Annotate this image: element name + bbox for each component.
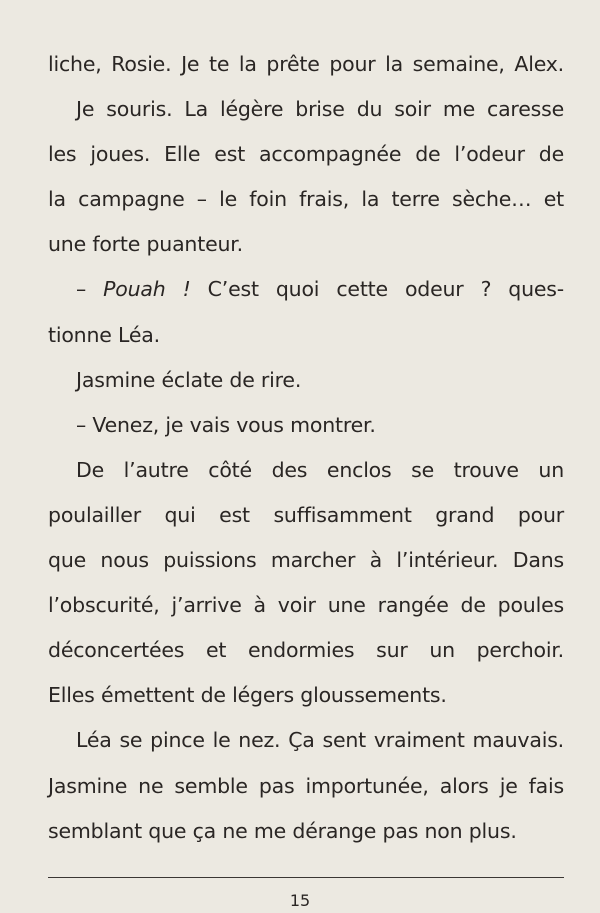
text-line: Elles émettent de légers gloussements. (48, 683, 447, 708)
text-line: l’obscurité, j’arrive à voir une rangée de poules (48, 593, 564, 618)
footer-rule (48, 877, 564, 878)
text-line: – Venez, je vais vous montrer. (76, 412, 376, 437)
dialogue-dash: – (76, 277, 104, 302)
text-line-dialogue (48, 267, 564, 312)
text-line: poulailler qui est suffisamment grand pour (48, 502, 564, 527)
text-line: que nous puissions marcher à l’intérieur. Dans (48, 548, 564, 573)
text-line: De l’autre côté des enclos se trouve un (76, 457, 564, 482)
text-line: une forte puanteur. (48, 232, 243, 257)
text-line: Jasmine éclate de rire. (76, 367, 302, 392)
page-number: 15 (289, 891, 311, 910)
text-line: déconcertées et endormies sur un perchoir. (48, 638, 564, 663)
text-line: la campagne – le foin frais, la terre sèche… et (48, 187, 564, 212)
dialogue-text: C’est quoi cette odeur ? ques- (190, 277, 564, 302)
text-line: Jasmine ne semble pas importunée, alors je fais (48, 773, 564, 798)
text-line: Je souris. La légère brise du soir me caresse (76, 97, 564, 122)
text-line: tionne Léa. (48, 322, 160, 347)
exclamation-italic: Pouah ! (103, 277, 191, 302)
text-line: les joues. Elle est accompagnée de l’odeur de (48, 142, 564, 167)
text-line: Léa se pince le nez. Ça sent vraiment mauvais. (76, 728, 564, 753)
text-line: semblant que ça ne me dérange pas non plus. (48, 818, 517, 843)
text-block (48, 42, 564, 854)
text-line: liche, Rosie. Je te la prête pour la semaine, Alex. (48, 52, 564, 76)
